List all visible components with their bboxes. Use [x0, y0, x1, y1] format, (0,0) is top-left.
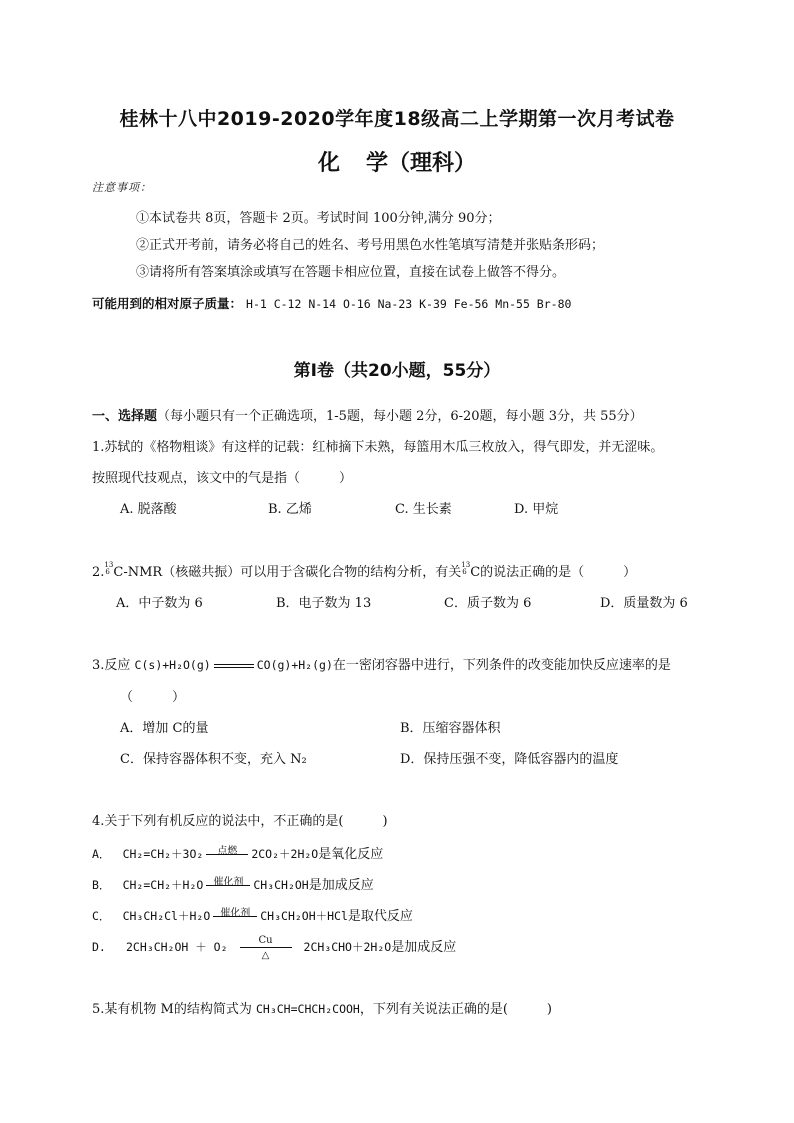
question-1-option-b: B. 乙烯 [268, 502, 312, 517]
notice-heading: 注意事项： [92, 181, 152, 194]
question-3-option-d: D．保持压强不变，降低容器内的温度 [400, 752, 619, 767]
option-label: A． [92, 847, 111, 861]
question-2-part1: C-NMR（核磁共振）可以用于含碳化合物的结构分析，有关 [113, 565, 462, 580]
reaction-type: 是加成反应 [391, 940, 457, 955]
question-4-option-a [92, 843, 383, 862]
reaction-products: 2CO₂＋2H₂O [251, 847, 319, 861]
question-2-number: 2. [92, 565, 105, 580]
question-3-option-a: A．增加 C的量 [120, 721, 209, 736]
question-4-option-b [92, 874, 374, 893]
notice-item: ①本试卷共 8页，答题卡 2页。考试时间 100分钟,满分 90分； [136, 211, 501, 226]
question-2-stem [92, 561, 636, 580]
question-3-reactants: C(s)+H₂O(g) [134, 658, 211, 672]
question-1-option-a: A. 脱落酸 [120, 502, 177, 517]
question-1-line1: 1.苏轼的《格物粗谈》有这样的记载：红柿摘下未熟，每篮用木瓜三枚放入，得气即发，并无涩味。 [92, 440, 664, 455]
reaction-condition: 催化剂 [220, 908, 251, 919]
reaction-reactants: CH₂=CH₂＋3O₂ [122, 847, 204, 861]
notice-item: ②正式开考前，请务必将自己的姓名、考号用黑色水性笔填写清楚并张贴条形码； [136, 238, 605, 253]
isotope-mass-number: 13 [104, 561, 114, 569]
question-4-option-c [92, 905, 413, 924]
isotope-notation [461, 561, 470, 575]
reaction-condition: 催化剂 [213, 877, 244, 888]
reaction-reactants: CH₂=CH₂＋H₂O [122, 878, 204, 892]
reaction-products: CH₃CH₂OH [253, 878, 309, 892]
question-1-line2: 按照现代技观点，该文中的气是指（ ） [92, 471, 353, 486]
question-2-option-a: A．中子数为 6 [116, 596, 203, 611]
reaction-arrow [213, 908, 257, 919]
question-3-prefix: 3.反应 [92, 658, 135, 673]
question-4-option-d [92, 935, 457, 961]
reaction-catalyst: Cu [258, 935, 273, 946]
reaction-arrow [240, 935, 292, 961]
reaction-reactants: 2CH₃CH₂OH ＋ O₂ [126, 940, 228, 954]
part-description: （每小题只有一个正确选项，1-5题，每小题 2分，6-20题，每小题 3分，共 55分） [157, 409, 643, 424]
question-3-option-c: C．保持容器体积不变，充入 N₂ [120, 752, 307, 767]
question-3-products: CO(g)+H₂(g) [256, 658, 333, 672]
isotope-mass-number: 13 [461, 561, 471, 569]
reaction-arrow [206, 846, 248, 857]
isotope-atomic-number: 6 [105, 568, 110, 576]
question-2-option-c: C．质子数为 6 [444, 596, 532, 611]
reaction-heat-symbol: △ [261, 950, 270, 961]
atomic-masses [92, 294, 571, 312]
question-3-stem [92, 654, 671, 673]
part-heading [92, 405, 643, 424]
atomic-masses-label: 可能用到的相对原子质量： [92, 296, 243, 311]
question-1-option-d: D. 甲烷 [514, 502, 559, 517]
question-3-line2: （ ） [120, 690, 186, 705]
reaction-type: 是取代反应 [347, 909, 413, 924]
reaction-type: 是氧化反应 [318, 847, 384, 862]
question-2-option-b: B．电子数为 13 [276, 596, 372, 611]
question-5-suffix: ，下列有关说法正确的是( ) [359, 1002, 552, 1017]
reaction-type: 是加成反应 [308, 878, 374, 893]
atomic-masses-values: H-1 C-12 N-14 O-16 Na-23 K-39 Fe-56 Mn-55 Br-80 [246, 297, 572, 311]
subject-title-part1: 化 [317, 151, 340, 176]
reaction-arrow [206, 877, 250, 888]
question-2-option-d: D．质量数为 6 [600, 596, 688, 611]
part-label: 一、选择题 [92, 409, 158, 424]
option-label: B． [92, 878, 111, 892]
isotope-notation [104, 561, 113, 575]
exam-title: 桂林十八中2019-2020学年度18级高二上学期第一次月考试卷 [119, 108, 675, 130]
equilibrium-sign [214, 662, 254, 670]
notice-item: ③请将所有答案填涂或填写在答题卡相应位置，直接在试卷上做答不得分。 [136, 265, 566, 280]
question-4-stem: 4.关于下列有机反应的说法中，不正确的是( ) [92, 814, 388, 829]
question-3-suffix: 在一密闭容器中进行，下列条件的改变能加快反应速率的是 [332, 658, 671, 673]
reaction-condition: 点燃 [217, 846, 238, 857]
question-5-stem [92, 998, 552, 1017]
subject-title-part2: 学（理科） [366, 151, 477, 176]
question-3-option-b: B．压缩容器体积 [400, 721, 501, 736]
question-1-option-c: C. 生长素 [395, 502, 452, 517]
question-5-prefix: 5.某有机物 M的结构简式为 [92, 1002, 256, 1017]
reaction-products: 2CH₃CHO＋2H₂O [303, 940, 392, 954]
isotope-atomic-number: 6 [462, 568, 467, 576]
subject-title [0, 146, 794, 177]
option-label: D. [92, 940, 106, 954]
reaction-products: CH₃CH₂OH＋HCl [260, 909, 348, 923]
option-label: C． [92, 909, 111, 923]
reaction-reactants: CH₃CH₂Cl＋H₂O [122, 909, 211, 923]
section-title: 第Ⅰ卷（共20小题，55分） [293, 361, 501, 381]
question-2-part2: C的说法正确的是（ ） [470, 565, 637, 580]
question-5-formula: CH₃CH=CHCH₂COOH [255, 1002, 360, 1016]
